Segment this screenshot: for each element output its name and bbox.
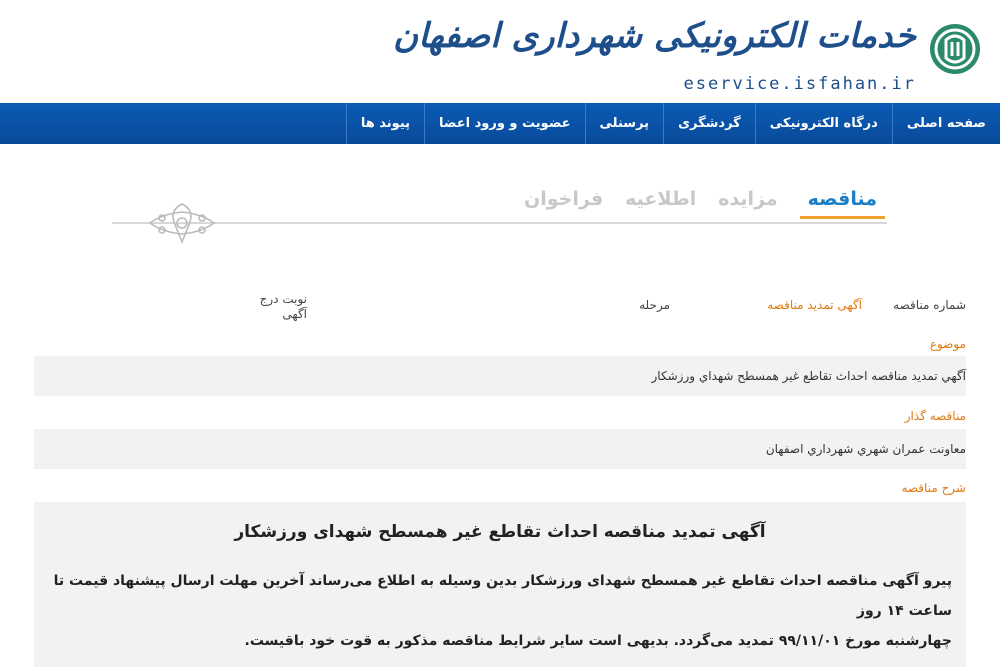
- tab-notice[interactable]: اطلاعیه: [625, 188, 697, 210]
- description-body: [47, 566, 952, 656]
- nav-item-links[interactable]: پیوند ها: [346, 103, 424, 144]
- description-line-1: پیرو آگهی مناقصه احداث تقاطع غیر همسطح شهدای ورزشکار بدین وسیله به اطلاع می‌رساند آخرین مهلت ارسال پیشنهاد قیمت تا ساعت ۱۴ روز: [53, 573, 952, 619]
- subject-box: [34, 356, 966, 396]
- tenderer-label: مناقصه گذار: [904, 409, 966, 423]
- description-label: شرح مناقصه: [901, 481, 966, 495]
- municipality-emblem-icon[interactable]: [928, 20, 982, 78]
- tender-number-label: شماره مناقصه: [893, 298, 966, 312]
- tab-divider: [112, 222, 887, 224]
- logo-title[interactable]: خدمات الکترونیکی شهرداری اصفهان: [393, 16, 916, 56]
- tab-call[interactable]: فراخوان: [524, 188, 604, 210]
- tab-tender[interactable]: مناقصه: [800, 188, 885, 219]
- logo-url[interactable]: eservice.isfahan.ir: [683, 74, 916, 94]
- nav-item-home[interactable]: صفحه اصلی: [892, 103, 1000, 144]
- site-header: [0, 0, 1000, 103]
- tenderer-box: [34, 429, 966, 469]
- tenderer-value: معاونت عمران شهري شهرداري اصفهان: [765, 442, 966, 456]
- description-box: [34, 502, 966, 667]
- nav-item-personnel[interactable]: پرسنلی: [585, 103, 664, 144]
- nav-item-e-portal[interactable]: درگاه الکترونیکی: [755, 103, 892, 144]
- tab-auction[interactable]: مزایده: [718, 188, 778, 210]
- stage-label: مرحله: [639, 298, 670, 312]
- ornament-icon: [142, 200, 222, 246]
- description-title: آگهی تمدید مناقصه احداث تقاطع غیر همسطح شهدای ورزشکار: [234, 522, 766, 542]
- announcement-tabs: [524, 188, 885, 219]
- turn-label-line1: نوبت درج: [259, 292, 307, 306]
- tender-type-value: آگهی تمدید مناقصه: [767, 298, 862, 312]
- nav-item-membership-login[interactable]: عضویت و ورود اعضا: [424, 103, 585, 144]
- nav-item-tourism[interactable]: گردشگری: [663, 103, 755, 144]
- subject-value: آگهي تمديد مناقصه احداث تقاطع غير همسطح شهداي ورزشکار: [651, 369, 966, 383]
- main-navbar: [0, 103, 1000, 144]
- description-line-2: چهارشنبه مورخ ۹۹/۱۱/۰۱ تمدید می‌گردد. بدیهی است سایر شرایط مناقصه مذکور به قوت خود باقیست.: [244, 633, 952, 649]
- turn-label-line2: آگهی: [282, 307, 307, 321]
- subject-label: موضوع: [929, 337, 966, 351]
- turn-label: [260, 292, 307, 322]
